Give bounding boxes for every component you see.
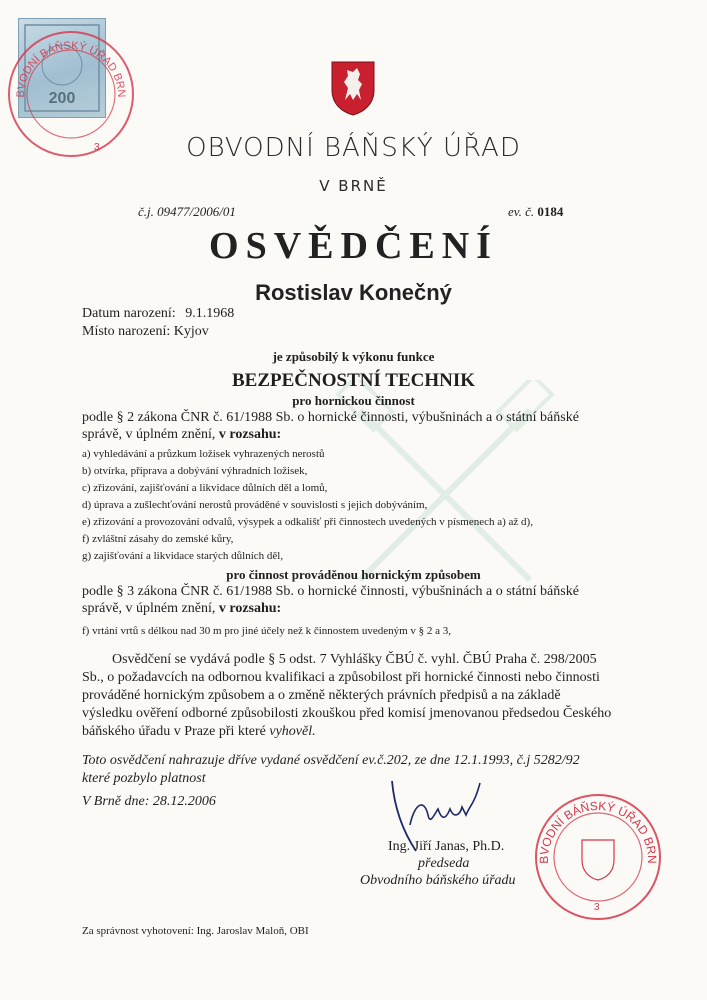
round-stamp-bottom-right	[532, 792, 664, 922]
law2-scope: v rozsahu:	[218, 601, 282, 616]
issued-paragraph	[82, 651, 642, 741]
scope-list-1	[82, 447, 533, 566]
for-method-text: pro činnost prováděnou hornickým způsobem	[226, 567, 481, 582]
document-title: OSVĚDČENÍ	[209, 225, 498, 267]
reference-number	[138, 204, 236, 220]
birth-place-row	[82, 323, 209, 340]
stamp-bottom-right-number: 3	[594, 902, 600, 913]
issued-line: báňského úřadu v Praze při které	[82, 724, 270, 739]
revenue-value: 200	[48, 90, 76, 107]
place-date: V Brně dne: 28.12.2006	[82, 794, 216, 809]
scope-item: b) otvírka, příprava a dobývání výhradních ložisek,	[82, 465, 308, 477]
scope-item: d) úprava a zušlechťování nerostů prováděné v souvislosti s jejich dobýváním,	[82, 499, 428, 511]
scope-item: c) zřizování, zajišťování a likvidace důlních děl a lomů,	[82, 482, 328, 494]
scope-item: e) zřizování a provozování odvalů, výsypek a odkališť při činnostech uvedených v písmenech a) až d),	[82, 516, 533, 528]
birth-place: Kyjov	[173, 324, 209, 339]
evidence-number	[508, 204, 563, 220]
ev-value: 0184	[537, 204, 564, 219]
law2-line-a: podle § 3 zákona ČNR č. 61/1988 Sb. o hornické činnosti, výbušninách a o státní báňské	[82, 584, 579, 599]
law2-line-b	[82, 600, 281, 617]
birth-date-label: Datum narození:	[82, 306, 176, 321]
state-emblem-icon	[330, 60, 376, 116]
issued-line: prováděné hornickým způsobem a o změně některých právních předpisů a na základě	[82, 688, 561, 703]
birth-date-row	[82, 305, 234, 322]
stamp-top-left-number: 3	[94, 142, 100, 153]
replaces-line: které pozbylo platnost	[82, 771, 206, 786]
stamp-bottom-right-text: BVODNÍ BÁŇSKÝ ÚŘAD BRN	[536, 798, 660, 864]
law1-scope: v rozsahu:	[218, 427, 282, 442]
issued-line: Sb., o požadavcích na odbornou kvalifikaci a způsobilost při hornické činnosti nebo činnosti	[82, 670, 600, 685]
signatory-role: předseda	[418, 856, 470, 871]
issued-last-line	[82, 723, 642, 741]
office-city: V BRNĚ	[319, 177, 388, 195]
scope-item: f) vrtání vrtů s délkou nad 30 m pro jiné účely než k činnostem uvedeným v § 2 a 3,	[82, 625, 452, 637]
scope-item: g) zajišťování a likvidace starých důlních děl,	[82, 550, 284, 562]
issued-result: vyhověl.	[269, 724, 316, 739]
office-name: OBVODNÍ BÁŇSKÝ ÚŘAD	[186, 133, 521, 163]
birth-date: 9.1.1968	[185, 306, 235, 321]
birth-place-label: Místo narození:	[82, 324, 171, 339]
law1-line-a: podle § 2 zákona ČNR č. 61/1988 Sb. o hornické činnosti, výbušninách a o státní báňské	[82, 410, 579, 425]
law1-line-b-text: správě, v úplném znění,	[82, 427, 219, 442]
scope-item: a) vyhledávání a průzkum ložisek vyhrazených nerostů	[82, 448, 325, 460]
issued-line: výsledku ověření odborné způsobilosti zkouškou před komisí jmenovanou předsedou Českého	[82, 706, 612, 721]
holder-name: Rostislav Konečný	[255, 280, 452, 305]
ref-label: č.j.	[138, 204, 154, 219]
competent-text: je způsobilý k výkonu funkce	[272, 349, 435, 364]
function-name: BEZPEČNOSTNÍ TECHNIK	[231, 370, 476, 391]
signatory-org: Obvodního báňského úřadu	[360, 873, 516, 888]
law2-line-b-text: správě, v úplném znění,	[82, 601, 219, 616]
for-mining-text: pro hornickou činnost	[292, 393, 415, 408]
signatory-name: Ing. Jiří Janas, Ph.D.	[388, 839, 505, 854]
replaces-paragraph	[82, 752, 580, 788]
svg-text:OBVODNÍ BÁŇSKÝ ÚŘAD BRNO	[532, 792, 659, 864]
svg-text:OBVODNÍ BÁŇSKÝ ÚŘAD BRNO	[6, 30, 127, 98]
scope-item: f) zvláštní zásahy do zemské kůry,	[82, 533, 234, 545]
replaces-line: Toto osvědčení nahrazuje dříve vydané osvědčení ev.č.202, ze dne 12.1.1993, č.j 5282/92	[82, 753, 580, 768]
footer-note: Za správnost vyhotovení: Ing. Jaroslav Maloň, OBI	[82, 925, 309, 937]
stamp-top-left-text: BVODNÍ BÁŇSKÝ ÚŘAD BRN	[14, 39, 128, 98]
issued-line: Osvědčení se vydává podle § 5 odst. 7 Vyhlášky ČBÚ č. vyhl. ČBÚ Praha č. 298/2005	[112, 652, 597, 667]
law1-line-b	[82, 426, 281, 443]
ref-value: 09477/2006/01	[157, 204, 236, 219]
ev-label: ev. č.	[508, 204, 535, 219]
